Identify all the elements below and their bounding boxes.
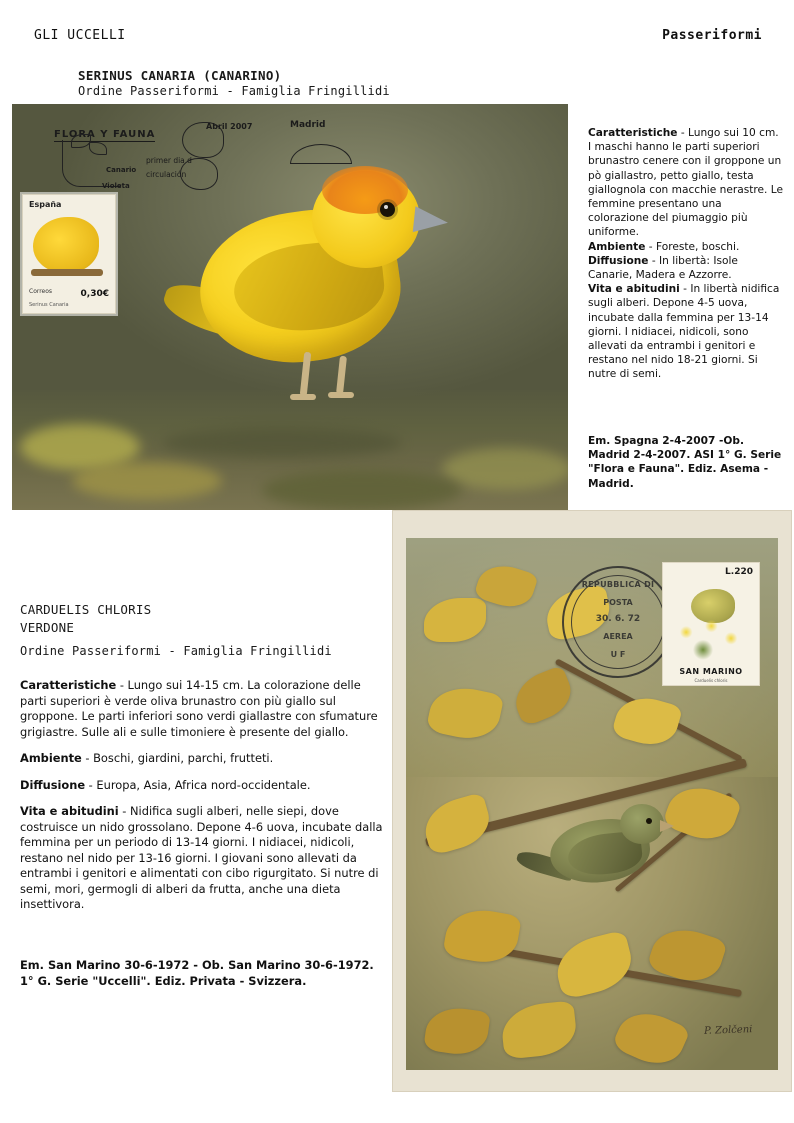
cachet-subtext-line2: circulación [146,170,187,179]
bird-crown [322,166,408,214]
foliage-blur [262,470,462,510]
postmark-date: 30. 6. 72 [595,614,641,624]
canary-maximum-card [12,104,568,510]
section2-paragraph-distribution: Diffusione - Europa, Asia, Africa nord-occidentale. [20,777,311,792]
stamp-branch-graphic [31,269,103,276]
cachet-title: FLORA Y FAUNA [54,129,156,140]
autumn-leaf [611,1003,691,1070]
stamp-credit-label: Carduelis chloris [694,678,728,683]
section2-common-name: VERDONE [20,620,75,635]
bird-eye [646,818,652,824]
postmark-line2: POSTA [603,598,633,607]
stamp-bird-graphic [33,217,99,273]
section2-paragraph-characteristics: Caratteristiche - Lungo sui 14-15 cm. La colorazione delle parti superiori è verde oliva brunastro con più giallo sul groppone. Le parti inferiori sono verdi giallastre con sfumature grigiastre. Sulle ali e sulle timoniere è presente del giallo. [20,678,378,739]
autumn-leaf [551,930,638,1001]
section1-emission-note: Em. Spagna 2-4-2007 -Ob. Madrid 2-4-2007. ASI 1° G. Serie "Flora e Fauna". Ediz. Asema - Madrid. [588,435,782,490]
section1-paragraph-habits: Vita e abitudini - In libertà nidifica sugli alberi. Depone 4-5 uova, incubate dalla femmina per 13-14 giorni. I nidiacei, nidicoli, sono allevati da entrambi i genitori e restano nel nido 18-21 giorni. Si nutre di semi. [588,283,780,381]
stamp-face-value: L.220 [725,567,753,577]
bird-beak [413,206,450,235]
sanmarino-postmark [562,566,674,678]
bird-head [620,804,664,844]
stamp-country-label: España [29,200,62,209]
cachet-city: Madrid [290,120,326,130]
section2-paragraph-habits: Vita e abitudini - Nidifica sugli alberi, nelle siepi, dove costruisce un nido grossolano. Depone 4-6 uova, incubate dalla femmina per un periodo di 13-14 giorni. I nidiacei, nidicoli, restano nel nido per 13-16 giorni. I giovani sono allevati da entrambi i genitori e alimentati con cibo rigurgitato. Si nutre di semi, mori, germogli di alberi da frutta, anche una dieta insettivora. [20,804,383,911]
autumn-leaf [442,904,522,968]
header-left-title: GLI UCCELLI [34,28,126,43]
stamp-postal-label: Correos [29,288,53,295]
section1-description [588,126,784,382]
sanmarino-postage-stamp [662,562,760,686]
sanmarino-card-artwork [406,538,778,1070]
stamp-face-value: 0,30€ [80,289,109,299]
section2-emission-note: Em. San Marino 30-6-1972 - Ob. San Marino 30-6-1972. 1° G. Serie "Uccelli". Ediz. Privata - Svizzera. [20,958,374,988]
header-right-title: Passeriformi [662,28,762,43]
section2-paragraph-habitat: Ambiente - Boschi, giardini, parchi, frutteti. [20,751,274,765]
section1-paragraph-characteristics: Caratteristiche - Lungo sui 10 cm. I maschi hanno le parti superiori brunastro cenere con il groppone un pò giallastro, petto giallo, testa giallognola con macchie nerastre. Le femmine presentano una colorazione del piumaggio più uniforme. [588,127,784,239]
postmark-line4: AEREA [603,632,633,641]
autumn-leaf [419,792,496,856]
cachet-word-violeta: Violeta [102,182,130,190]
autumn-leaf [423,1004,491,1058]
section2-description [20,678,388,913]
section1-paragraph-distribution: Diffusione - In libertà: Isole Canarie, Madera e Azzorre. [588,254,738,282]
stamp-country-label: SAN MARINO [679,667,743,676]
flower-line-icon [62,140,121,187]
spain-postage-stamp [22,194,116,314]
bird-foot [328,392,354,398]
section1-species-title: SERINUS CANARIA (CANARINO) [78,68,282,83]
bird-beak [660,820,674,832]
stamp-bird-graphic [691,589,735,623]
postmark-line1: REPUBBLICA DI [581,580,655,589]
artwork-signature: P. Zolčeni [703,1024,753,1037]
cachet-date: Abril 2007 [206,122,253,131]
first-day-cachet [54,120,326,198]
cachet-word-canario: Canario [106,166,137,174]
section1-paragraph-habitat: Ambiente - Foreste, boschi. [588,240,740,253]
bird-eye [380,202,395,217]
bird-foot [290,394,316,400]
autumn-leaf [499,1000,578,1059]
cachet-subtext-line1: primer dia d [146,156,192,165]
greenfinch-illustration [534,790,684,910]
sanmarino-maximum-card [392,510,792,1092]
stamp-caption: Serinus Canaria [29,302,69,308]
section1-order-subtitle: Ordine Passeriformi - Famiglia Fringillidi [78,84,390,98]
section2-species-title: CARDUELIS CHLORIS [20,602,152,617]
section2-order-subtitle: Ordine Passeriformi - Famiglia Fringillidi [20,644,332,658]
bird-leg [336,356,347,395]
postmark-line5: U F [610,650,626,659]
stamp-flower-graphic [675,619,745,663]
